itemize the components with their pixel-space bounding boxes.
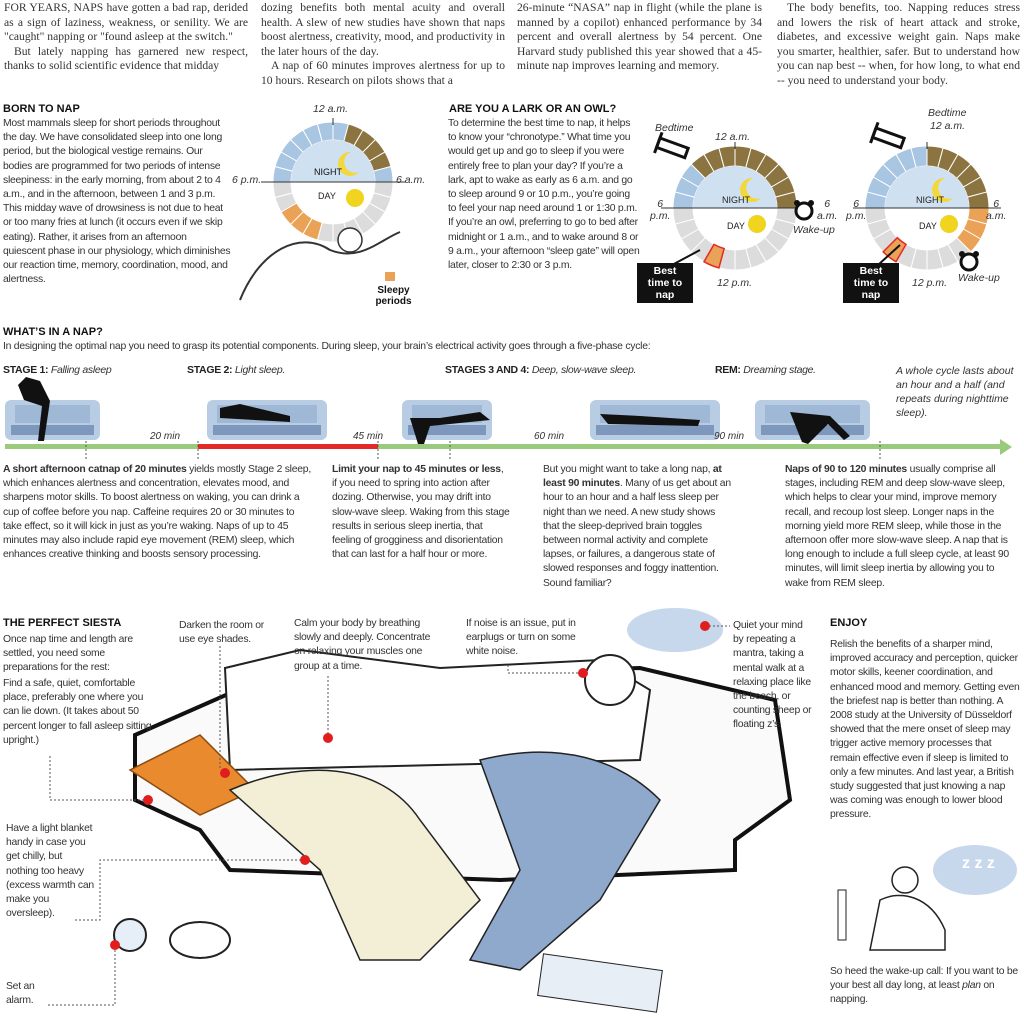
- tick-label-90: 90 min: [714, 431, 745, 442]
- clock2-right-period: a.m.: [817, 210, 838, 222]
- callout-dot: [220, 768, 230, 778]
- clock3-top-label: 12 a.m.: [930, 120, 966, 132]
- timeline-arrow: [1000, 439, 1012, 455]
- nap-subtitle: In designing the optimal nap you need to grasp its potential components. During sleep, your brain’s electrical activity goes through a five-phase cycle:: [3, 341, 651, 352]
- siesta-darken-tip: Darken the room or use eye shades.: [179, 620, 265, 646]
- siesta-place-tip: Find a safe, quiet, comfortable place, preferably one where you can lie down. (It takes about 50 percent longer to fall asleep sitting upright.): [3, 678, 152, 746]
- clock3-left-period: p.m.: [846, 210, 867, 222]
- nap-heading: WHAT’S IN A NAP?: [3, 326, 103, 338]
- computer-monitor-icon: [838, 890, 846, 940]
- closing-post: on napping.: [830, 980, 995, 1006]
- clock3-night-label: NIGHT: [916, 195, 944, 205]
- newspaper-illustration: [538, 954, 663, 1012]
- alarm-bell: [959, 251, 965, 257]
- bed-icon: [871, 122, 907, 153]
- sleepy-legend-label: Sleepy periods: [375, 285, 412, 307]
- siesta-heading: THE PERFECT SIESTA: [3, 617, 122, 629]
- tick-label-20: 20 min: [150, 431, 181, 442]
- tick-label-45: 45 min: [353, 431, 384, 442]
- clock3-left-hour: 6: [853, 198, 860, 210]
- sofa-cushions: [225, 650, 650, 770]
- born-heading: BORN TO NAP: [3, 103, 80, 115]
- sun-icon: [748, 215, 766, 233]
- intro-paragraph: FOR YEARS, NAPS have gotten a bad rap, derided as a sign of laziness, weakness, or senility. We are "caught" napping or "found asleep at the switch.": [4, 1, 248, 44]
- lark-heading: ARE YOU A LARK OR AN OWL?: [449, 103, 617, 115]
- sun-icon: [346, 189, 364, 207]
- stage-desc: Dreaming stage.: [743, 364, 816, 376]
- para-text: , if you need to spring into action after dozing. Otherwise, you may drift into slow-wave sleep. Waking from this stage results in serious sleep inertia, that feeling of grogginess and disorientation that can last for a half hour or more.: [332, 464, 510, 561]
- bed-frame: [657, 138, 689, 158]
- para-bold: Naps of 90 to 120 minutes: [785, 464, 907, 475]
- callout-dot: [300, 855, 310, 865]
- clock3-right-label: [986, 198, 1006, 222]
- para-bold: Limit your nap to 45 minutes or less: [332, 464, 501, 475]
- nap-para-45: [332, 463, 510, 562]
- thought-cloud-icon: [627, 608, 723, 652]
- deep-sleep-bar: [198, 444, 378, 449]
- stage-1-label: [3, 364, 111, 376]
- closing-pre: So heed the wake-up call: If you want to be your best all day long, at least: [830, 966, 1018, 992]
- closing-emphasis: plan: [962, 980, 981, 992]
- clock3-right-period: a.m.: [986, 210, 1007, 222]
- intro-paragraph: A nap of 60 minutes improves alertness for up to 10 hours. Research on pilots shows that a: [261, 59, 505, 87]
- sofa-seat: [11, 425, 94, 435]
- intro-paragraph: 26-minute “NASA” nap in flight (while the plane is manned by a copilot) enhanced performance by 34 percent and overall alertness by 54 percent. One Harvard study published this year showed that a 45-minute nap improves learning and memory.: [517, 1, 762, 73]
- man-head-illustration: [585, 655, 635, 705]
- bed-icon: [655, 132, 691, 163]
- para-text: But you might want to take a long nap,: [543, 464, 713, 475]
- clock3-left-label: [846, 198, 866, 222]
- stage-desc: Deep, slow-wave sleep.: [531, 364, 637, 376]
- intro-paragraph: dozing benefits both mental acuity and overall health. A slew of new studies have shown that naps boost alertness, creativity, mood, and productivity in the later hours of the day.: [261, 1, 505, 58]
- office-worker-head-icon: [892, 867, 918, 893]
- clock2-night-label: NIGHT: [722, 195, 750, 205]
- enjoy-heading: ENJOY: [830, 617, 868, 629]
- siesta-calm-tip: Calm your body by breathing slowly and deeply. Concentrate on relaxing your muscles one group at a time.: [294, 618, 431, 672]
- timeline-bar: [5, 444, 1000, 449]
- stage-name: STAGE 2:: [187, 364, 233, 376]
- stage-2-label: [187, 364, 285, 376]
- stage-desc: Falling asleep: [50, 364, 112, 376]
- clock2-right-hour: 6: [824, 198, 831, 210]
- sleepy-legend-swatch: [385, 272, 395, 281]
- stage-rem-label: [715, 364, 816, 376]
- sofa-seat: [213, 425, 321, 435]
- para-text: yields mostly Stage 2 sleep, which enhances alertness and concentration, elevates mood, and sharpens motor skills. To boost alertness on waking, you can drink a cup of coffee before you nap. Caffeine requires 20 or 30 minutes to take effect, so it will kick in just as you’re waking. Naps of up to 45 minutes may also include rapid eye movement (REM) sleep, which enhances creative thinking and boosts sensory processing.: [3, 464, 311, 561]
- stage-3-4-label: [445, 364, 636, 376]
- clock3-wake-label: Wake-up: [958, 272, 1000, 284]
- stage-name: STAGES 3 AND 4:: [445, 364, 530, 376]
- para-text: usually comprise all stages, including REM and deep slow-wave sleep, which helps to clear your mind, improve memory recall, and recoup lost sleep. Longer naps in the morning yield more REM sleep, while those in the afternoon offer more slow-wave sleep. A nap that is long enough to include a full sleep cycle, at least 90 minutes, will limit sleep inertia by allowing you to wake from REM sleep.: [785, 464, 1009, 589]
- siesta-noise-tip: If noise is an issue, put in earplugs or turn on some white noise.: [466, 618, 576, 658]
- clock1-left-label: 6 p.m.: [232, 174, 262, 186]
- clock2-wake-label: Wake-up: [793, 224, 835, 236]
- clock2-left-label: [650, 198, 670, 222]
- clock3-day-label: DAY: [919, 221, 937, 231]
- monkey-head-icon: [338, 228, 362, 252]
- nap-para-120: [785, 463, 1017, 591]
- cycle-note: A whole cycle lasts about an hour and a half (and repeats during nighttime sleep).: [896, 365, 1014, 419]
- zzz-icon: z z z: [962, 855, 995, 872]
- nap-para-90: [543, 463, 733, 591]
- para-bold: A short afternoon catnap of 20 minutes: [3, 464, 187, 475]
- stage-name: STAGE 1:: [3, 364, 49, 376]
- coffee-cup-illustration: [170, 922, 230, 958]
- callout-dot: [700, 621, 710, 631]
- clock3-right-hour: 6: [993, 198, 1000, 210]
- clock2-left-hour: 6: [657, 198, 664, 210]
- alarm-bell: [973, 251, 979, 257]
- intro-paragraph: But lately napping has garnered new respect, thanks to solid scientific evidence that midday: [4, 44, 248, 73]
- clock2-right-label: [817, 198, 837, 222]
- sofa-seat: [596, 425, 714, 435]
- callout-dot: [323, 733, 333, 743]
- clock2-bedtime-label: Bedtime: [655, 122, 694, 134]
- alarm-bell: [808, 200, 814, 206]
- clock2-top-label: 12 a.m.: [715, 131, 751, 143]
- stage-name: REM:: [715, 364, 741, 376]
- para-bold: at least 90 minutes: [543, 464, 722, 490]
- clock3-best-time-badge: Best time to nap: [843, 263, 899, 303]
- para-text: . Many of us get about an hour to an hour and a half less sleep per night than we need. A new study shows that the sleep-deprived brain toggles between normal activity and complete lapses, or failures, a dangerous state of slowed responses and foggy inattention. Sound familiar?: [543, 478, 731, 589]
- clock1-day-label: DAY: [318, 191, 336, 201]
- lark-text: To determine the best time to nap, it helps to know your “chronotype.” What time you would get up and go to sleep if you were entirely free to plan your day? If you’re a lark, apt to wake as early as 6 a.m. and go to sleep around 9 or 10 p.m., you’re going to feel your nap need around 1 or 1:30 p.m. If you’re an owl, preferring to go to bed after midnight or 1 a.m., and to wake around 8 or 9 a.m., your afternoon “sleep gate” will open later, closer to 2:30 or 3 p.m.: [448, 118, 640, 272]
- callout-dot: [578, 668, 588, 678]
- siesta-quiet-tip: Quiet your mind by repeating a mantra, taking a mental walk at a relaxing place like the beach, or counting sheep or floating z’s.: [733, 620, 812, 731]
- clock2-day-label: DAY: [727, 221, 745, 231]
- clock1-top-label: 12 a.m.: [313, 103, 349, 115]
- clock2-left-period: p.m.: [650, 210, 671, 222]
- clock3-bottom-label: 12 p.m.: [912, 277, 948, 289]
- nap-para-20: [3, 463, 313, 562]
- intro-paragraph: The body benefits, too. Napping reduces stress and lowers the risk of heart attack and stroke, diabetes, and excessive weight gain. Naps make you smarter, healthier, safer. But to understand how you can nap best -- when, for how long, to what end -- you need to understand your body.: [777, 1, 1020, 87]
- siesta-blanket-tip: Have a light blanket handy in case you get chilly, but nothing too heavy (excess warmth can make you oversleep).: [6, 823, 94, 920]
- office-worker-body-icon: [870, 895, 945, 950]
- siesta-intro: Once nap time and length are settled, you need some preparations for the rest:: [3, 634, 133, 674]
- sofa-back: [15, 405, 90, 423]
- bed-frame: [873, 128, 905, 148]
- closing-text: [830, 965, 1022, 1008]
- clock2-bottom-label: 12 p.m.: [717, 277, 753, 289]
- sun-icon: [940, 215, 958, 233]
- alarm-bell: [794, 200, 800, 206]
- clock1-night-label: NIGHT: [314, 167, 342, 177]
- callout-dot: [110, 940, 120, 950]
- siesta-alarm-tip: Set an alarm.: [6, 981, 35, 1007]
- enjoy-text: Relish the benefits of a sharper mind, improved accuracy and perception, quicker motor skills, keener coordination, and enhanced mood and memory. Getting even the briefest nap is better than nothing. A 2008 study at the University of Düsseldorf showed that the mere onset of sleep may trigger active memory processes that remain effective even if sleep is limited to only a few minutes. And last year, a British study suggested that just knowing a nap was coming was enough to lower blood pressure.: [830, 639, 1020, 821]
- stage-desc: Light sleep.: [234, 364, 285, 376]
- callout-dot: [143, 795, 153, 805]
- clock2-best-time-badge: Best time to nap: [637, 263, 693, 303]
- callout-leader: [48, 945, 115, 1005]
- clock3-bedtime-label: Bedtime: [928, 107, 967, 119]
- clock1-right-label: 6 a.m.: [396, 174, 426, 186]
- born-text: Most mammals sleep for short periods throughout the day. We have consolidated sleep into one long period, but the biological vestige remains. Our bodies are programmed for two periods of intense sleepiness: in the early morning, from about 2 to 4 a.m., and in the afternoon, between 1 and 3 p.m. This midday wave of drowsiness is not due to heat or too many fries at lunch (it occurs even if we skip eating). Rather, it arises from an afternoon quiescent phase in our physiology, which diminishes our reaction time, memory, coordination, mood, and alertness.: [3, 118, 231, 286]
- tick-label-60: 60 min: [534, 431, 565, 442]
